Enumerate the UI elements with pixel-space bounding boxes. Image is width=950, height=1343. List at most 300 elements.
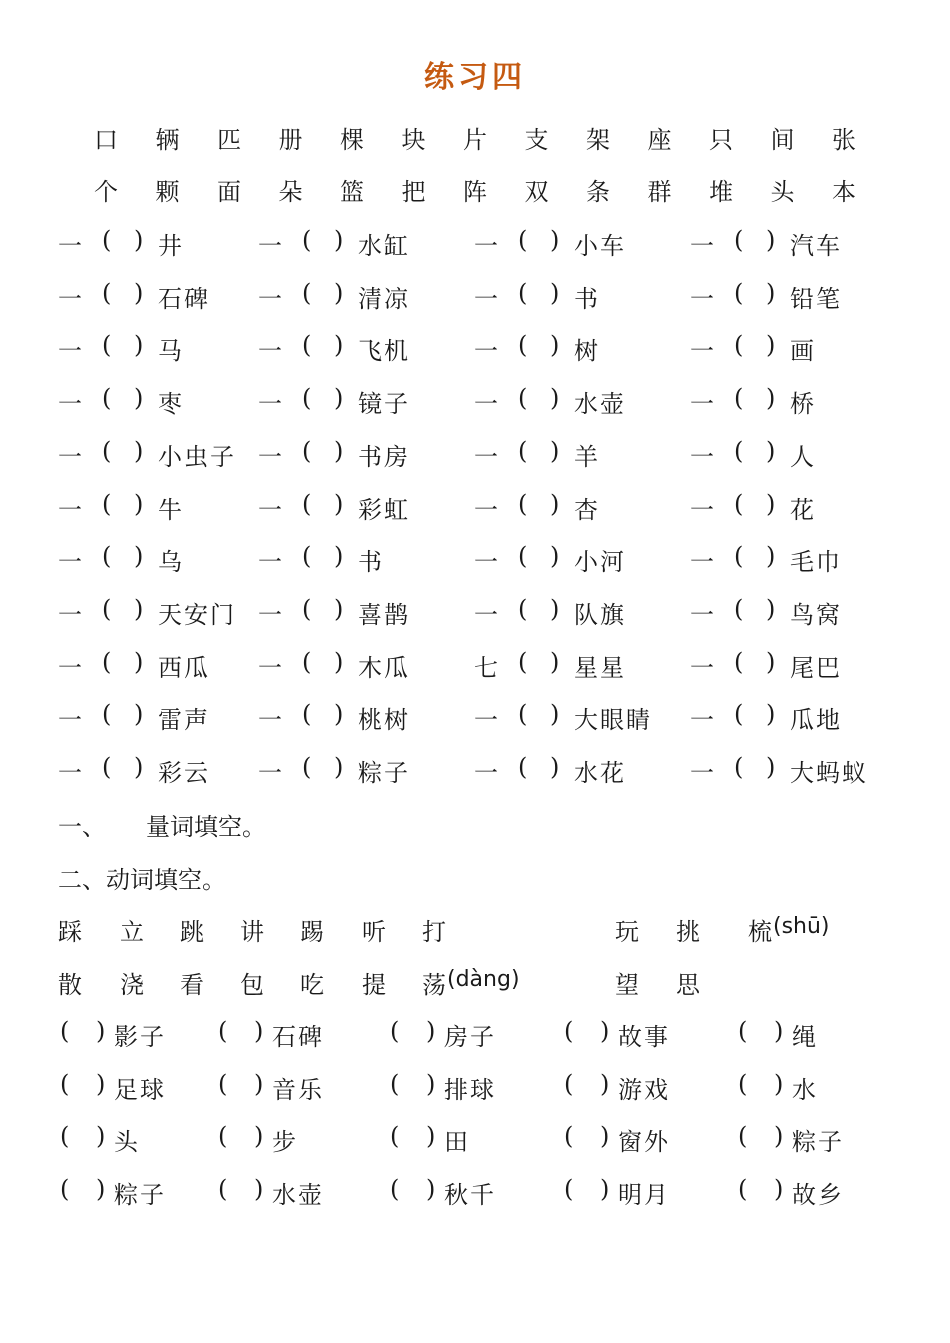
quantity-prefix: 一: [58, 390, 82, 419]
blank-open-paren[interactable]: (: [102, 489, 112, 518]
noun: 乌: [158, 548, 184, 577]
blank-close-paren: ): [550, 700, 560, 729]
noun: 小虫子: [158, 442, 236, 471]
verb-word: 踢: [300, 918, 324, 946]
blank-open-paren[interactable]: (: [564, 1175, 574, 1204]
noun: 大眼睛: [574, 706, 652, 735]
blank-close-paren: ): [334, 331, 344, 360]
noun: 清凉: [358, 284, 410, 313]
object-word: 水: [792, 1075, 818, 1104]
quantity-prefix: 一: [58, 653, 82, 682]
measure-word: 座: [647, 126, 672, 154]
measure-word: 头: [770, 178, 795, 206]
quantity-prefix: 一: [258, 337, 282, 366]
blank-close-paren: ): [134, 542, 144, 571]
blank-open-paren[interactable]: (: [102, 753, 112, 781]
quantity-prefix: 七: [474, 653, 498, 682]
quantity-prefix: 一: [690, 390, 714, 419]
blank-open-paren[interactable]: (: [390, 1122, 400, 1151]
blank-close-paren: ): [334, 489, 344, 518]
object-word: 游戏: [618, 1075, 670, 1104]
quantity-prefix: 一: [690, 759, 714, 787]
blank-open-paren[interactable]: (: [102, 700, 112, 729]
blank-open-paren[interactable]: (: [218, 1069, 228, 1098]
quantifier-row: [0, 331, 950, 375]
blank-close-paren: ): [550, 226, 560, 254]
noun: 人: [790, 442, 816, 471]
quantity-prefix: 一: [690, 653, 714, 682]
blank-close-paren: ): [766, 436, 776, 465]
blank-open-paren[interactable]: (: [102, 278, 112, 307]
object-word: 排球: [444, 1075, 496, 1104]
verb-word: 浇: [120, 971, 144, 999]
noun: 树: [574, 337, 600, 366]
blank-open-paren[interactable]: (: [734, 753, 744, 781]
verb-word: 提: [362, 971, 386, 999]
verb-word: 踩: [58, 918, 82, 946]
blank-open-paren[interactable]: (: [564, 1069, 574, 1098]
blank-close-paren: ): [766, 331, 776, 360]
verb-word: 吃: [300, 971, 324, 999]
noun: 毛巾: [790, 548, 842, 577]
noun: 书: [574, 284, 600, 313]
quantity-prefix: 一: [258, 495, 282, 524]
blank-open-paren[interactable]: (: [518, 647, 528, 676]
section-2-heading: 二、动词填空。: [58, 866, 226, 894]
noun: 彩云: [158, 759, 210, 787]
noun: 水壶: [574, 390, 626, 419]
blank-open-paren[interactable]: (: [302, 594, 312, 623]
blank-close-paren: ): [134, 384, 144, 413]
object-word: 粽子: [792, 1128, 844, 1157]
quantity-prefix: 一: [58, 548, 82, 577]
blank-open-paren[interactable]: (: [734, 331, 744, 360]
blank-close-paren: ): [96, 1017, 106, 1045]
noun: 画: [790, 337, 816, 366]
quantity-prefix: 一: [474, 337, 498, 366]
blank-close-paren: ): [766, 542, 776, 571]
blank-open-paren[interactable]: (: [218, 1122, 228, 1151]
quantity-prefix: 一: [690, 442, 714, 471]
blank-close-paren: ): [550, 384, 560, 413]
blank-close-paren: ): [766, 647, 776, 676]
noun: 飞机: [358, 337, 410, 366]
blank-open-paren[interactable]: (: [302, 753, 312, 781]
quantity-prefix: 一: [258, 390, 282, 419]
verb-word: 荡: [422, 971, 446, 999]
measure-word: 把: [401, 178, 426, 206]
blank-close-paren: ): [550, 594, 560, 623]
blank-open-paren[interactable]: (: [102, 542, 112, 571]
verb-word: 望: [615, 971, 639, 999]
verb-word: 打: [422, 918, 446, 946]
quantity-prefix: 一: [690, 548, 714, 577]
noun: 水缸: [358, 232, 410, 260]
measure-word: 辆: [155, 126, 180, 154]
quantifier-row: [0, 753, 950, 797]
object-word: 水壶: [272, 1181, 324, 1210]
measure-word: 匹: [217, 126, 241, 154]
blank-open-paren[interactable]: (: [518, 594, 528, 623]
object-word: 田: [444, 1128, 470, 1157]
blank-open-paren[interactable]: (: [518, 331, 528, 360]
blank-close-paren: ): [426, 1017, 436, 1045]
blank-close-paren: ): [134, 700, 144, 729]
quantity-prefix: 一: [690, 284, 714, 313]
quantity-prefix: 一: [474, 442, 498, 471]
noun: 枣: [158, 390, 184, 419]
noun: 石碑: [158, 284, 210, 313]
blank-close-paren: ): [134, 489, 144, 518]
quantifier-row: [0, 384, 950, 428]
blank-open-paren[interactable]: (: [518, 700, 528, 729]
quantity-prefix: 一: [474, 390, 498, 419]
blank-close-paren: ): [774, 1122, 784, 1151]
quantity-prefix: 一: [258, 442, 282, 471]
blank-open-paren[interactable]: (: [734, 594, 744, 623]
blank-close-paren: ): [254, 1017, 264, 1045]
blank-close-paren: ): [766, 489, 776, 518]
noun: 木瓜: [358, 653, 410, 682]
measure-word: 架: [586, 126, 610, 154]
blank-open-paren[interactable]: (: [734, 226, 744, 254]
blank-close-paren: ): [550, 647, 560, 676]
quantity-prefix: 一: [474, 284, 498, 313]
blank-open-paren[interactable]: (: [102, 331, 112, 360]
object-word: 石碑: [272, 1023, 324, 1051]
blank-close-paren: ): [134, 278, 144, 307]
blank-close-paren: ): [550, 753, 560, 781]
blank-open-paren[interactable]: (: [518, 226, 528, 254]
blank-open-paren[interactable]: (: [218, 1017, 228, 1045]
blank-open-paren[interactable]: (: [738, 1017, 748, 1045]
blank-open-paren[interactable]: (: [60, 1069, 70, 1098]
measure-word: 堆: [709, 178, 733, 206]
noun: 镜子: [358, 390, 410, 419]
measure-word: 口: [94, 126, 118, 154]
object-word: 步: [272, 1128, 298, 1157]
blank-close-paren: ): [334, 436, 344, 465]
blank-close-paren: ): [550, 331, 560, 360]
blank-close-paren: ): [334, 700, 344, 729]
measure-word: 支: [524, 126, 549, 154]
measure-word: 条: [586, 178, 610, 206]
blank-open-paren[interactable]: (: [518, 542, 528, 571]
blank-open-paren[interactable]: (: [102, 226, 112, 254]
blank-open-paren[interactable]: (: [734, 489, 744, 518]
verb-word: 挑: [676, 918, 700, 946]
measure-word: 群: [647, 178, 672, 206]
blank-open-paren[interactable]: (: [390, 1069, 400, 1098]
blank-close-paren: ): [774, 1175, 784, 1204]
noun: 书房: [358, 442, 410, 471]
measure-word: 阵: [463, 178, 487, 206]
blank-open-paren[interactable]: (: [518, 384, 528, 413]
verb-fill-row: [0, 1070, 950, 1114]
blank-open-paren[interactable]: (: [102, 436, 112, 465]
blank-close-paren: ): [426, 1175, 436, 1204]
quantity-prefix: 一: [474, 706, 498, 735]
quantifier-row: [0, 279, 950, 323]
blank-close-paren: ): [774, 1069, 784, 1098]
blank-open-paren[interactable]: (: [302, 384, 312, 413]
quantifier-row: [0, 648, 950, 692]
verb-word: 思: [676, 971, 700, 999]
blank-close-paren: ): [426, 1069, 436, 1098]
blank-open-paren[interactable]: (: [518, 753, 528, 781]
measure-word: 块: [401, 126, 426, 154]
blank-open-paren[interactable]: (: [390, 1175, 400, 1204]
blank-open-paren[interactable]: (: [102, 384, 112, 413]
verb-word: 玩: [615, 918, 639, 946]
quantity-prefix: 一: [58, 600, 82, 629]
blank-open-paren[interactable]: (: [302, 331, 312, 360]
blank-open-paren[interactable]: (: [302, 647, 312, 676]
noun: 书: [358, 548, 384, 577]
noun: 汽车: [790, 232, 842, 260]
blank-open-paren[interactable]: (: [102, 647, 112, 676]
blank-close-paren: ): [96, 1069, 106, 1098]
quantity-prefix: 一: [474, 548, 498, 577]
noun: 尾巴: [790, 653, 842, 682]
blank-close-paren: ): [766, 278, 776, 307]
blank-open-paren[interactable]: (: [302, 542, 312, 571]
page-title: 练习四: [424, 60, 526, 95]
noun: 牛: [158, 495, 184, 524]
blank-close-paren: ): [334, 226, 344, 254]
blank-open-paren[interactable]: (: [738, 1069, 748, 1098]
blank-close-paren: ): [96, 1122, 106, 1151]
blank-open-paren[interactable]: (: [302, 436, 312, 465]
blank-close-paren: ): [134, 647, 144, 676]
object-word: 头: [114, 1128, 140, 1157]
object-word: 秋千: [444, 1181, 496, 1210]
blank-open-paren[interactable]: (: [738, 1175, 748, 1204]
verb-word: 听: [362, 918, 386, 946]
blank-close-paren: ): [600, 1069, 610, 1098]
object-word: 故乡: [792, 1181, 844, 1210]
quantity-prefix: 一: [690, 706, 714, 735]
quantity-prefix: 一: [474, 759, 498, 787]
measure-word: 个: [94, 178, 118, 206]
blank-open-paren[interactable]: (: [518, 489, 528, 518]
object-word: 房子: [444, 1023, 496, 1051]
quantity-prefix: 一: [58, 232, 82, 260]
measure-word: 颗: [155, 178, 180, 206]
blank-open-paren[interactable]: (: [734, 278, 744, 307]
blank-close-paren: ): [334, 542, 344, 571]
blank-open-paren[interactable]: (: [738, 1122, 748, 1151]
noun: 瓜地: [790, 706, 842, 735]
blank-open-paren[interactable]: (: [518, 436, 528, 465]
quantity-prefix: 一: [258, 706, 282, 735]
noun: 铅笔: [790, 284, 842, 313]
verb-word: 包: [240, 971, 264, 999]
noun: 小车: [574, 232, 626, 260]
quantity-prefix: 一: [258, 284, 282, 313]
blank-open-paren[interactable]: (: [734, 436, 744, 465]
verb-row-2: [0, 965, 950, 1009]
verb-word: 梳: [748, 918, 772, 946]
object-word: 影子: [114, 1023, 166, 1051]
blank-open-paren[interactable]: (: [734, 384, 744, 413]
quantifier-row: [0, 595, 950, 639]
verb-word: 讲: [240, 918, 264, 946]
blank-open-paren[interactable]: (: [390, 1017, 400, 1045]
blank-open-paren[interactable]: (: [734, 542, 744, 571]
quantifier-row: [0, 542, 950, 586]
blank-open-paren[interactable]: (: [302, 489, 312, 518]
verb-fill-row: [0, 1175, 950, 1219]
measure-word: 双: [524, 178, 549, 206]
quantity-prefix: 一: [58, 706, 82, 735]
quantity-prefix: 一: [58, 495, 82, 524]
noun: 彩虹: [358, 495, 410, 524]
blank-close-paren: ): [134, 331, 144, 360]
measure-word: 本: [832, 178, 856, 206]
noun: 杏: [574, 495, 600, 524]
quantity-prefix: 一: [690, 232, 714, 260]
verb-fill-row: [0, 1017, 950, 1061]
verb-row-1: [0, 912, 950, 956]
noun: 队旗: [574, 600, 626, 629]
noun: 井: [158, 232, 184, 260]
measure-word: 朵: [278, 178, 303, 206]
verb-word: 看: [180, 971, 204, 999]
object-word: 音乐: [272, 1075, 324, 1104]
noun: 鸟窝: [790, 600, 842, 629]
measure-word: 册: [278, 126, 303, 154]
quantifier-row: [0, 490, 950, 534]
noun: 大蚂蚁: [790, 759, 868, 787]
blank-close-paren: ): [550, 489, 560, 518]
blank-open-paren[interactable]: (: [734, 647, 744, 676]
blank-close-paren: ): [766, 384, 776, 413]
verb-word: 散: [58, 971, 82, 999]
object-word: 故事: [618, 1023, 670, 1051]
blank-open-paren[interactable]: (: [302, 226, 312, 254]
noun: 马: [158, 337, 184, 366]
quantity-prefix: 一: [58, 337, 82, 366]
quantifier-row: [0, 700, 950, 744]
quantity-prefix: 一: [690, 337, 714, 366]
blank-close-paren: ): [550, 278, 560, 307]
blank-close-paren: ): [334, 753, 344, 781]
blank-close-paren: ): [334, 384, 344, 413]
blank-close-paren: ): [550, 542, 560, 571]
blank-close-paren: ): [550, 436, 560, 465]
noun: 桃树: [358, 706, 410, 735]
blank-open-paren[interactable]: (: [60, 1175, 70, 1204]
quantity-prefix: 一: [474, 232, 498, 260]
blank-close-paren: ): [134, 594, 144, 623]
quantity-prefix: 一: [258, 548, 282, 577]
section-1-number: 一、: [58, 813, 106, 841]
blank-close-paren: ): [134, 753, 144, 781]
quantifier-row: [0, 437, 950, 481]
noun: 西瓜: [158, 653, 210, 682]
object-word: 足球: [114, 1075, 166, 1104]
measure-word: 棵: [340, 126, 364, 154]
blank-close-paren: ): [766, 700, 776, 729]
blank-close-paren: ): [426, 1122, 436, 1151]
quantity-prefix: 一: [258, 600, 282, 629]
noun: 喜鹊: [358, 600, 410, 629]
measure-word: 间: [770, 126, 795, 154]
blank-open-paren[interactable]: (: [218, 1175, 228, 1204]
object-word: 明月: [618, 1181, 670, 1210]
measure-word: 片: [463, 126, 487, 154]
blank-close-paren: ): [774, 1017, 784, 1045]
measure-word: 只: [709, 126, 733, 154]
measure-word: 张: [832, 126, 856, 154]
blank-open-paren[interactable]: (: [302, 278, 312, 307]
blank-close-paren: ): [96, 1175, 106, 1204]
object-word: 粽子: [114, 1181, 166, 1210]
blank-open-paren[interactable]: (: [302, 700, 312, 729]
noun: 水花: [574, 759, 626, 787]
blank-close-paren: ): [334, 278, 344, 307]
quantity-prefix: 一: [474, 495, 498, 524]
quantifier-row: [0, 226, 950, 270]
object-word: 绳: [792, 1023, 818, 1051]
pinyin-label: (dàng): [447, 967, 520, 992]
noun: 粽子: [358, 759, 410, 787]
section-1-heading: [58, 807, 266, 842]
pinyin-label: (shū): [773, 914, 830, 939]
blank-close-paren: ): [766, 753, 776, 781]
object-word: 窗外: [618, 1128, 670, 1157]
section-1-text: 量词填空。: [146, 813, 266, 841]
verb-word: 跳: [180, 918, 204, 946]
noun: 天安门: [158, 600, 236, 629]
quantity-prefix: 一: [474, 600, 498, 629]
quantity-prefix: 一: [258, 653, 282, 682]
blank-open-paren[interactable]: (: [734, 700, 744, 729]
blank-close-paren: ): [254, 1175, 264, 1204]
noun: 桥: [790, 390, 816, 419]
blank-close-paren: ): [766, 594, 776, 623]
blank-open-paren[interactable]: (: [518, 278, 528, 307]
quantity-prefix: 一: [690, 495, 714, 524]
quantity-prefix: 一: [58, 442, 82, 471]
blank-close-paren: ): [254, 1122, 264, 1151]
blank-close-paren: ): [254, 1069, 264, 1098]
blank-open-paren[interactable]: (: [60, 1017, 70, 1045]
blank-open-paren[interactable]: (: [102, 594, 112, 623]
measure-word: 篮: [340, 178, 364, 206]
quantity-prefix: 一: [690, 600, 714, 629]
blank-close-paren: ): [600, 1175, 610, 1204]
blank-open-paren[interactable]: (: [564, 1122, 574, 1151]
blank-close-paren: ): [766, 226, 776, 254]
blank-close-paren: ): [134, 226, 144, 254]
noun: 雷声: [158, 706, 210, 735]
blank-open-paren[interactable]: (: [60, 1122, 70, 1151]
verb-word: 立: [120, 918, 144, 946]
verb-fill-row: [0, 1122, 950, 1166]
quantity-prefix: 一: [58, 284, 82, 313]
quantity-prefix: 一: [58, 759, 82, 787]
noun: 小河: [574, 548, 626, 577]
blank-close-paren: ): [334, 594, 344, 623]
blank-close-paren: ): [600, 1017, 610, 1045]
measure-word: 面: [217, 178, 241, 206]
noun: 羊: [574, 442, 600, 471]
blank-close-paren: ): [134, 436, 144, 465]
blank-open-paren[interactable]: (: [564, 1017, 574, 1045]
noun: 花: [790, 495, 816, 524]
